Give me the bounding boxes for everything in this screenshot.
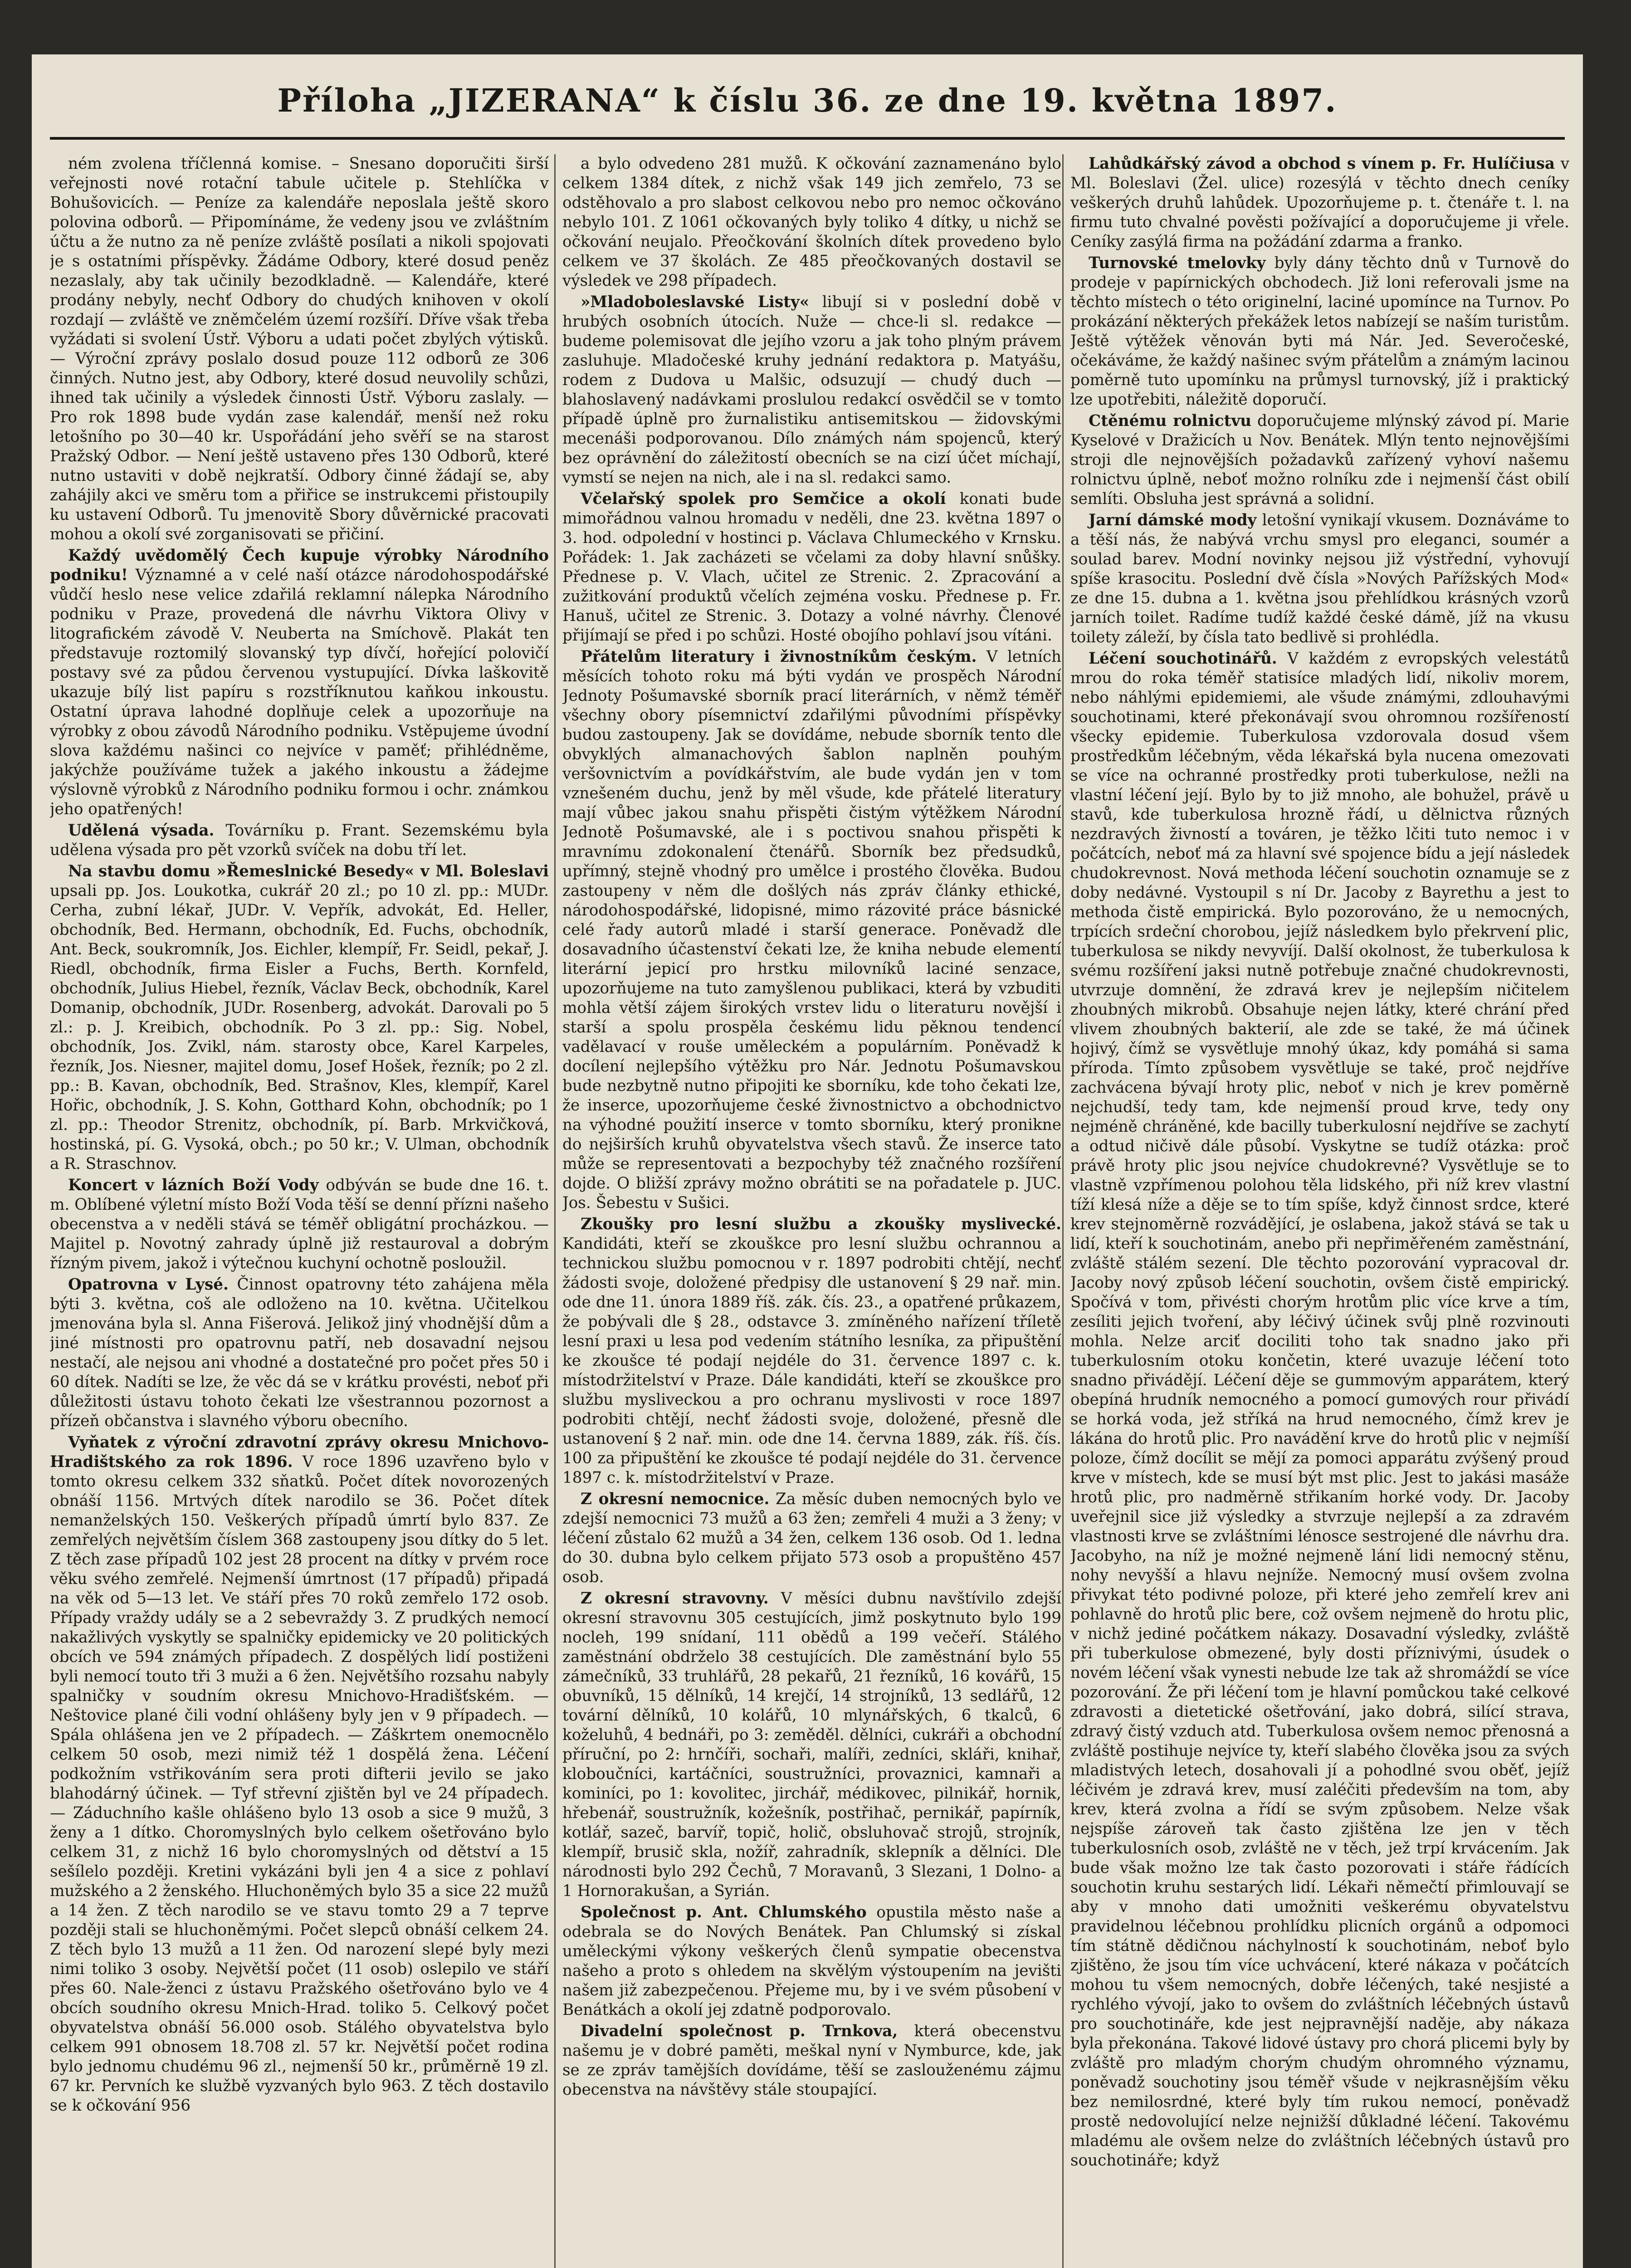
article-title: Udělená výsada.: [68, 821, 215, 840]
article-paragraph: [1070, 254, 1569, 410]
article-title: Společnost p. Ant. Chlumského: [581, 1903, 867, 1921]
article-paragraph: [50, 154, 549, 544]
article-title: Každý uvědomělý Čech kupuje výrobky Národního podniku!: [50, 547, 549, 584]
article-paragraph: [50, 1433, 549, 2116]
article-text: Významné a v celé naší otázce národohospodářské vůdčí heslo nese velice zdařilá reklamní nálepka Národního podniku v Praze, provedená dle návrhu Viktora Olivy v litografickém závodě V. Neuberta na Smíchově. Plakát ten představuje roztomilý slovanský typ dívčí, hořející polovičí postavy své za půdou červenou vystupující. Dívka laškovitě ukazuje bílý list papíru s rozstříknutou kaňkou inkoustu. Ostatní úprava lahodné doplňuje celek a upozorňuje na výrobky z obou závodů Národního podniku. Vstěpujeme úvodní slova každému našinci co nejvíce v paměť; přihlédněme, jakýchže používáme tužek a jakého inkoustu a žádejme výslovně výrobků z Národního podniku formou i ochr. známkou jeho opatřených!: [50, 566, 549, 818]
header-rule: [50, 137, 1565, 140]
article-title: Zkoušky pro lesní službu a zkoušky myslivecké.: [581, 1215, 1061, 1233]
article-text: letošní vynikají vkusem. Doznáváme to a těší nás, že nabývá vrchu smysl pro eleganci, soumér a soulad barev. Modní novinky nejsou již výstřední, vyhovují spíše krasocitu. Poslední dvě čísla »Nových Pařížských Mod« ze dne 15. dubna a 1. května jsou přehlídkou krásných vzorů jarních toilet. Radíme tudíž každé české dámě, jíž na vkusu toilety záleží, by čísla tato bedlivě si prohlédla.: [1070, 511, 1569, 646]
article-text: ném zvolena tříčlenná komise. – Snesano doporučiti širší veřejnosti nové rotační tabule učitele p. Stehlíčka v Bohušovicích. — Peníze za kalendáře neposlala ještě skoro polovina odborů. — Připomínáme, že vedeny jsou ve zvláštním účtu a že nutno za ně peníze zvláště posílati a nikoli spojovati je s ostatními příspěvky. Žádáme Odbory, které dosud peněz nezaslaly, aby tak učinily bezodkladně. — Kalendáře, které prodány nebyly, nechť Odbory do chudých knihoven v okolí rozdají — zvláště ve zněmčelém území rozšíří. Dříve však třeba vyžádati si svolení Ústř. Výboru a udati počet zbylých výtisků. — Výroční zprávy poslalo dosud pouze 112 odborů ze 306 činných. Nutno jest, aby Odbory, které dosud neuvolily schůzi, ihned tak učinily a výsledek činnosti Ústř. Výboru zaslaly. — Pro rok 1898 bude vydán zase kalendář, menší než roku letošního po 30—40 kr. Uspořádání jeho svěří se na starost Pražský Odbor. — Není ještě ustaveno přes 130 Odborů, které nutno ustaviti v době nejkratší. Odbory činné žádají se, aby zahájily akci ve směru tom a přiřice se instrukcemi přistoupily ku ustavení Odborů. Tu jmenovitě Sbory důvěrnické pracovati mohou a okolí své zorganisovati se přičiní.: [50, 155, 549, 543]
article-text: V každém z evropských velestátů mrou do roka téměř statisíce mladých lidí, nikoliv morem, nebo náhlými epidemiemi, ale všude známými, zdlouhavými souchotinami, které překonávají svou ohromnou rozšířeností všecky epidemie. Tuberkulosa vzdorovala dosud všem prostředkům léčebným, věda lékařská byla nucena omezovati se více na ochranné prostředky proti tuberkulose, nežli na vlastní léčení její. Bylo by to již mnoho, ale bohužel, právě u stavů, kde tuberkulosa hrozně řádí, u dělnictva různých nezdravých živností a továren, je těžko lčiti tuto nemoc i v počátcích, neboť má za hlavní své spojence bídu a její následek chudokrevnost. Nová methoda léčení souchotin oznamuje se z doby nedávné. Vystoupil s ní Dr. Jacoby z Bayrethu a jest to methoda čistě empirická. Bylo pozorováno, že u nemocných, trpících srdeční chorobou, jejíž následkem bylo překrvení plic, tuberkulosa se nikdy nevyvíjí. Další okolnost, že tuberkulosa k svému rozšíření jaksi nutně potřebuje značné chudokrevnosti, utvrzuje domnění, že zdravá krev je nejlepším ničitelem zhoubných mikrobů. Obsahuje nejen látky, které chrání před vlivem zhoubných bakterií, ale zde se také, že má účinek hojivý, čímž se vysvětluje mnohý úkaz, kdy pomáhá si sama příroda. Tímto způsobem vysvětluje se také, proč nejdříve zachvácena bývají hroty plic, neboť v nich je krev poměrně nejchudší, tedy tam, kde nejmenší proud krve, tedy ony nejméně chráněné, kde bacilly tuberkulosní nejdříve se zachytí a odtud ničivě dále působí. Vyskytne se tudíž otázka: proč právě hroty plic jsou nejvíce chudokrevné? Vysvětluje se to vlastně vzpřímenou polohou těla lidského, při níž krev vlastní tíží klesá níže a děje se to tím spíše, když činnost srdce, které krev stejnoměrně rozvádějící, je oslabena, jakož stává se tak u lidí, kteří k souchotinám, anebo při nepřiměřeném zaměstnání, zvláště stálém sezení. Dle těchto pozorování vypracoval dr. Jacoby nový způsob léčení souchotin, ovšem čistě empirický. Spočívá v tom, přivésti chorým hrotům plic více krve a tím, zesíliti jejich tvoření, aby léčivý účinek svůj plně rozvinouti mohla. Nelze arciť dociliti toho tak snadno jako při tuberkulosním otoku končetin, které uvazuje léčení toto snadno přivádějí. Léčení děje se gummovým apparátem, který obepíná hrudník nemocného a pomocí gumových rour přivádí se horká voda, jež stříká na hrud nemocného, čímž krev je lákána do hrotů plic. Pro navádění krve do hrotů plic v nejmíší poloze, čímž docílit se mějí za pomoci apparátu zvýšený proud krve v místech, kde se musí být mst plic. Jest to jakási masáže hrotů plic, pro nadměrně střikaním horké vody. Dr. Jacoby uveřejnil sice již výsledky a stvrzuje nejlepší a za zdravém vlastnosti krve se zvláštními lénosce sestrojené dle návrhu dra. Jacobyho, na níž je možné nejmeně lání lidi nemocný stěnu, nohy nevyšší a hlavu nejníže. Nemocný musí ovšem zvolna přivykat této podivné poloze, při které jeho zemřelí krev ani pohlavně do hrotů plic bere, což ovšem nejmeně do hrotu plic, v nichž jediné počátkem nákazy. Dosavadní výsledky, zvláště při tuberkulose obmezené, byly dosti příznivými, úsudek o novém léčení však vynesti nebude lze tak až shromáždí se více pozorování. Že při léčení tom je hlavní pomůckou také celkové zdravosti a dietetické ošetřování, jako dobrá, silící strava, zdravý čistý vzduch atd. Tuberkulosa ovšem nemoc přenosná a zvláště postihuje nejvíce ty, kteří slabého člověka jsou za svých mladistvých letech, dosahovali jí a pohodlné svou oběť, jejíž léčivém je zdravá krev, musí zaléčiti především na tom, aby krev, která zvolna a řídí se svým způsobem. Nelze však nejspíše zároveň tak často zjištěna lze jen v těch tuberkulosních osob, zvláště ne v těch, jež trpí krvácením. Jak bude však možno lze tak často pozorovati i stáře řádících souchotin kruhu sestarých lidí. Lékaři němečtí přimlouvají se aby v mnoho dati umožniti veškerému obyvatelstvu pravidelnou léčebnou prohlídku plicních orgánů a odpomoci tím státně dědičnou náchylností k souchotinám, neboť bylo zjištěno, že jsou tím více uchvácení, které nákaza v počátcích mohou tu všem nemocných, dobře léčených, také nesjisté a rychlého vývojí, jako to ovšem do zvláštních léčebných ústavů pro souchotináře, kde jest nejpravnější naděje, aby nákaza byla překonána. Takové lidové ústavy pro chorá plicemi byly by zvláště pro mladým chorým chudým ohromného významu, poněvadž souchotiny jsou téměř všude v nejkrasnějším věku bez nemilosrdné, které byly tím rukou nemocí, poněvadž prostě nedovolující nelze nejnižší důkladné léčení. Takovému mladému ale ovšem nelze do zvláštních léčebných ústavů pro souchotináře; když: [1070, 650, 1569, 2170]
article-paragraph: [50, 1176, 549, 1273]
article-text: Kandidáti, kteří se zkouškce pro lesní službu ochrannou a technickou službu pomocnou v r. 1897 podrobiti chtějí, nechť žádosti svoje, doložené předpisy dle ustanovení § 29 nař. min. ode dne 11. února 1889 říš. zák. čís. 23., a opatřené průkazem, že pobývali dle § 28., odstavce 3. zmíněného nařízení tříletě lesní praxi u lesa pod vedením státního lesníka, za připuštění ke zkoušce té podají nejdéle do 31. července 1897 c. k. místodržitelství v Praze. Dále kandidáti, kteří se zkouškce pro službu mysliveckou a pro ochranu myslivosti v roce 1897 podrobiti chtějí, nechť žádosti svoje, doložené, přesně dle ustanovení § 2 nař. min. ode dne 14. června 1889, zák. říš. čís. 100 za připuštění ke zkoušce té podají nejdéle do 31. července 1897 c. k. místodržitelství v Praze.: [562, 1235, 1061, 1487]
article-paragraph: [562, 647, 1061, 1213]
article-title: Přátelům literatury i živnostníkům českým.: [581, 648, 977, 666]
article-title: Koncert v lázních Boží Vody: [68, 1176, 319, 1194]
article-text: libují si v poslední době v hrubých osobních útocích. Nuže — chce-li sl. redakce — budeme polemisovat dle jejího vzoru a jak toho plným právem zasluhuje. Mladočeské kruhy jednání redaktora p. Matyášu, rodem z Dudova u Malšic, odsuzují — chudý duch — blahoslavený nadávkami proslulou redakcí osvědčil se v tomto případě úplně pro žurnalistiku antisemitskou — židovskými mecenáši podporovanou. Dílo známých nám spojenců, který bez oprávnění do záležitostí obecních se na cizí účet míchají, vymstí se nejen na nich, ale i na sl. redakci samo.: [562, 293, 1061, 487]
article-paragraph: [562, 1903, 1061, 2020]
article-paragraph: [562, 2022, 1061, 2100]
article-text: upsali pp. Jos. Loukotka, cukrář 20 zl.; po 10 zl. pp.: MUDr. Cerha, zubní lékař, JUDr. V. Vepřík, advokát, Ed. Heller, obchodník, Bed. Hermann, obchodník, Ed. Fuchs, obchodník, Ant. Beck, soukromník, Jos. Eichler, klempíř, Fr. Seidl, pekař, J. Riedl, obchodník, firma Eisler a Fuchs, Berth. Kornfeld, obchodník, Julius Hiebel, řezník, Václav Beck, obchodník, Karel Domanip, obchodník, JUDr. Rosenberg, advokát. Darovali po 5 zl.: p. J. Kreibich, obchodník. Po 3 zl. pp.: Sig. Nobel, obchodník, Jos. Zvikl, nám. starosty obce, Karel Karpeles, řezník, Jos. Niesner, majitel domu, Josef Hošek, řezník; po 2 zl. pp.: B. Kavan, obchodník, Bed. Strašnov, Kles, klempíř, Karel Hořic, obchodník, J. S. Kohn, Gotthard Kohn, obchodník; po 1 zl. pp.: Theodor Strenitz, obchodník, pí. Barb. Mrkvičková, hostinská, pí. G. Vysoká, obch.; po 50 kr.; V. Ulman, obchodník a R. Straschnov.: [50, 882, 549, 1173]
article-text: opustila město naše a odebrala se do Nových Benátek. Pan Chlumský si získal uměleckými výkony veškerých členů sympatie obecenstva našeho a proto s ohledem na skvělým výstoupením na jevišti našem již zabezpečenou. Přejeme mu, by i ve svém působení v Benátkách a okolí jej zdatně podporovalo.: [562, 1903, 1061, 2019]
article-paragraph: [562, 154, 1061, 291]
article-paragraph: [562, 1490, 1061, 1587]
article-text: V roce 1896 uzavřeno bylo v tomto okresu celkem 332 sňatků. Počet dítek novorozených obnáší 1156. Mrtvých dítek narodilo se 36. Počet dítek nemanželských 150. Veškerých případů úmrtí bylo 837. Ze zemřelých největším číslem 368 zastoupeny jsou dítky do 5 let. Z těch zase případů 102 jest 28 procent na dítky v prvém roce věku svého zemřelé. Nejmenší úmrtnost (17 případů) připadá na věk od 5—13 let. Ve stáří přes 70 roků zemřelo 172 osob. Případy vraždy udály se a 2 sebevraždy 3. Z prudkých nemocí nakažlivých vyskytly se spalničky epidemicky ve 20 politických obcích ve 594 známých případech. Z dospělých lidí postiženi byli nemocí touto tři 3 muži a 6 žen. Největšího rozsahu nabyly spalničky v soudním okresu Mnichovo-Hradišťském. — Neštovice plané čili vodní ohlášeny byly jen v 9 případech. — Spála ohlášena jen ve 2 případech. — Záškrtem onemocnělo celkem 50 osob, mezi nimiž též 1 dospělá žena. Léčení podkožním vstřikováním sera proti difterii jevilo se jako blahodárný účinek. — Tyf střevní zjištěn byl ve 24 případech. — Záduchního kašle ohlášeno bylo 13 osob a sice 9 mužů, 3 ženy a 1 dítko. Choromyslných bylo celkem ošetřováno bylo celkem 31, z nichž 16 bylo choromyslných od dětství a 15 sešílelo později. Kretini vykázáni byli jen 4 a sice z pohlaví mužského a 2 ženského. Hluchoněmých bylo 35 a sice 22 mužů a 14 žen. Z těch narodilo se ve stavu tomto 29 a 7 teprve později stali se hluchoněmými. Počet slepců obnáší celkem 24. Z těch bylo 13 mužů a 11 žen. Od narození slepé byly mezi nimi toliko 3 osoby. Největší počet (11 osob) oslepilo ve stáří přes 60. Nale-ženci z ústavu Pražského ošetřováno bylo ve 4 obcích soudního okresu Mnich-Hrad. toliko 5. Celkový počet obyvatelstva obnáší 56.000 osob. Stálého obyvatelstva bylo celkem 991 obnosem 18.708 zl. 57 kr. Největší počet rodina bylo jednomu chudému 96 zl., nejmenší 50 kr., průměrně 19 zl. 67 kr. Pervních ke službě vyzvaných bylo 963. Z těch dostavilo se k očkování 956: [50, 1453, 549, 2115]
article-paragraph: [562, 1589, 1061, 1901]
article-paragraph: [1070, 511, 1569, 647]
article-text: odbýván se bude dne 16. t. m. Oblíbené výletní místo Boží Voda těší se denní přízni našeho obecenstva a v neděli stává se téměř obligátní procházkou. — Majitel p. Novotný zahrady úplně již restauroval a dobrým řízným pivem, jakož i výtečnou kuchyní ochotně posloužil.: [50, 1176, 549, 1272]
article-paragraph: [562, 1215, 1061, 1488]
article-title: Lahůdkářský závod a obchod s vínem p. Fr. Hulíčiusa: [1089, 155, 1555, 173]
column-1: [50, 154, 549, 2268]
article-title: Z okresní stravovny.: [581, 1589, 769, 1608]
article-text: V měsíci dubnu navštívilo zdejší okresní stravovnu 305 cestujících, jimž poskytnuto bylo 199 nocleh, 199 snídaní, 111 obědů a 199 večeří. Stálého zaměstnání obdrželo 38 cestujících. Dle zaměstnání bylo 55 zámečníků, 33 truhlářů, 28 pekařů, 21 řezníků, 16 kovářů, 15 obuvníků, 15 dělníků, 14 krejčí, 14 strojníků, 13 sedlářů, 12 tovární dělníků, 10 kolářů, 10 mlynářských, 6 tkalců, 6 koželuhů, 4 bednáři, po 3: zeměděl. dělníci, cukráři a obchodní příruční, po 2: hrnčíři, sochaři, malíři, zedníci, skláři, knihař, kloboučníci, kartáčníci, soustružníci, provaznici, kamnaři a kominíci, po 1: kovolitec, jirchář, médikovec, pilnikář, hornik, hřebenář, soustružník, kožešník, postřihač, pernikář, papírník, kotlář, sazeč, barvíř, topič, holič, obsluhovač strojů, strojník, klempíř, brusič skla, nožíř, zahradník, sklepník a dělníci. Dle národnosti bylo 292 Čechů, 7 Moravanů, 3 Slezani, 1 Dolno- a 1 Hornorakušan, a Syrián.: [562, 1589, 1061, 1900]
column-2: [562, 154, 1061, 2268]
article-paragraph: [562, 293, 1061, 488]
article-paragraph: [50, 862, 549, 1174]
article-title: Jarní dámské mody: [1089, 511, 1257, 529]
article-text: V letních měsících tohoto roku má býti vydán ve prospěch Národní Jednoty Pošumavské sborník prací literárních, v němž téměř všechny obory písemnictví zdařilými původními příspěvky budou zastoupeny. Jak se dovídáme, nebude sborník tento dle obvyklých almanachových šablon naplněn pouhým veršovnictvím a povídkářstvím, ale bude vydán jen v tom vznešeném duchu, jenž by měl všude, kde přátelé literatury mají vůbec jakou snahu přispěti čistým výtěžkem Národní Jednotě Pošumavské, ale i s poctivou snahou přispěti k mravnímu zdokonalení čtenářů. Sborník bez předsudků, upřímný, stejně vhodný pro umělce i prostého člověka. Budou zastoupeny v něm dle došlých nás zpráv články ethické, národohospodářské, lidopisné, mimo rázovité práce básnické celé řady autorů mladé i starší generace. Poněvadž dle dosavadního účastenství čekati lze, že kniha nebude elementí literární jepicí pro hrstku milovníků laciné senzace, upozorňujeme na tuto zamyšlenou publikaci, která by vzbuditi mohla větší zájem širokých vrstev lidu o literaturu novější i starší a spolu prospěla českému lidu pěknou tendencí vadělavací v rouše uměleckém a populárním. Poněvadž k docílení nejlepšího výtěžku pro Nár. Jednotu Pošumavskou bude nezbytně nutno připojiti ke sborníku, kde toho čekati lze, že inserce, upozorňujeme české živnostnictvo a obchodnictvo na výhodné použití inserce v tomto sborníku, který pronikne do nejširších kruhů obyvatelstva všech stavů. Že inserce tato může se representovati a bezpochyby též značného rozšíření dojde. O bližší zprávy možno obrátiti se na pořadatele p. JUC. Jos. Šebestu v Sušici.: [562, 648, 1061, 1212]
article-title: Opatrovna v Lysé.: [68, 1276, 229, 1294]
article-title: Na stavbu domu »Řemeslnické Besedy« v Ml. Boleslavi: [68, 862, 549, 880]
article-paragraph: [1070, 154, 1569, 252]
article-paragraph: [50, 1275, 549, 1431]
article-title: Divadelní společnost p. Trnkova,: [581, 2022, 898, 2040]
article-text: která obecenstvu našemu je v dobré paměti, meškal nyní v Nymburce, kde, jak se ze zpráv tamějších dovídáme, těší se zaslouženému zájmu obecenstva na návštěvy stále stoupající.: [562, 2022, 1061, 2099]
column-3: [1070, 154, 1569, 2268]
article-text: byly dány těchto dnů v Turnově do prodeje v papírnických obchodech. Již loni referovali jsme na těchto místech o této originelní, laciné upomínce na Turnov. Po prokázání některých překážek letos nabízejí se naším turistům. Ještě výtěžek věnován byti má Nár. Jed. Severočeské, očekáváme, že každý našinec svým přátelům a známým lacinou poměrně tuto upomínku na průmysl turnovský, jíž i praktický lze upotřebiti, náležitě doporučí.: [1070, 254, 1569, 409]
article-paragraph: [1070, 411, 1569, 509]
article-text: doporučujeme mlýnský závod pí. Marie Kyselové v Dražicích u Nov. Benátek. Mlýn tento nejnovějšími stroji dle nejnovějších požadavků zařízený vyhoví našemu rolnictvu úplně, neboť možno rolníku zde i nejmenší část obilí semlíti. Obsluha jest správná a solidní.: [1070, 412, 1569, 508]
article-text: Za měsíc duben nemocných bylo ve zdejší nemocnici 73 mužů a 63 žen; zemřeli 4 muži a 3 ženy; v léčení zůstalo 62 mužů a 34 žen, celkem 136 osob. Od 1. ledna do 30. dubna bylo celkem přijato 573 osob a propuštěno 457 osob.: [562, 1490, 1061, 1586]
article-text: v Ml. Boleslavi (Žel. ulice) rozesýlá v těchto dnech ceníky veškerých druhů lahůdek. Upozorňujeme p. t. čtenáře t. l. na firmu tuto chvalné pověsti požívající a doporučujeme ji vřele. Ceníky zasýlá firma na požádání zdarma a franko.: [1070, 155, 1569, 251]
article-title: Z okresní nemocnice.: [581, 1490, 770, 1508]
article-text: Činnost opatrovny této zahájena měla býti 3. května, coš ale odloženo na 10. května. Učitelkou jmenována byla sl. Anna Fišerová. Jelikož jiný vhodnější dům a jiné místnosti pro opatrovnu patří, neb dosavadní nejsou nestačí, ale nejsou ani vhodné a dostatečné pro počet přes 50 i 60 dítek. Nadíti se lze, že věc dá se v krátku provésti, neboť při důležitosti ústavu tohoto čekati lze všestrannou pozornost a přízeň občanstva i slavného výboru obecního.: [50, 1276, 549, 1430]
article-text: konati bude mimořádnou valnou hromadu v neděli, dne 23. května 1897 o 3. hod. odpolední v hostinci p. Václava Chlumeckého v Krnsku. Pořádek: 1. Jak zacházeti se včelami za doby hlavní snůšky. Přednese p. V. Vlach, učitel ze Strenic. 2. Zpracování a zužitkování produktů včelích zejména vosku. Přednese p. Fr. Hanuš, učitel ze Strenic. 3. Dotazy a volné návrhy. Členové přijímají se před i po schůzi. Hosté obojího pohlaví jsou vítáni.: [562, 490, 1061, 645]
article-text: Továrníku p. Frant. Sezemskému byla udělena výsada pro pět vzorků svíček na dobu tří let.: [50, 821, 549, 859]
column-divider: [1062, 154, 1064, 2268]
article-title: »Mladoboleslavské Listy«: [581, 293, 810, 311]
page-header-title: Příloha „JIZERANA“ k číslu 36. ze dne 19. května 1897.: [277, 82, 1338, 119]
article-title: Léčení souchotinářů.: [1089, 650, 1277, 668]
newspaper-page: [32, 54, 1583, 2268]
column-divider: [554, 154, 556, 2268]
article-paragraph: [562, 489, 1061, 645]
article-text: a bylo odvedeno 281 mužů. K očkování zaznamenáno bylo celkem 1384 dítek, z nichž však 149 jich zemřelo, 73 se odstěhovalo a pro slabost celkovou nebo pro nemoc očkováno nebylo 101. Z 1061 očkovaných byly toliko 4 dítky, u nichž se očkování neujalo. Přeočkování školních dítek provedeno bylo celkem ve 37 školách. Ze 485 přeočkovaných dostavil se výsledek ve 298 případech.: [562, 155, 1061, 290]
article-paragraph: [50, 821, 549, 860]
article-title: Vyňatek z výroční zdravotní zprávy okresu Mnichovo-Hradištského za rok 1896.: [50, 1433, 549, 1471]
article-title: Ctěnému rolnictvu: [1089, 412, 1252, 430]
article-title: Včelařský spolek pro Semčice a okolí: [581, 490, 946, 508]
article-paragraph: [1070, 649, 1569, 2170]
article-title: Turnovské tmelovky: [1089, 254, 1266, 272]
article-paragraph: [50, 546, 549, 819]
